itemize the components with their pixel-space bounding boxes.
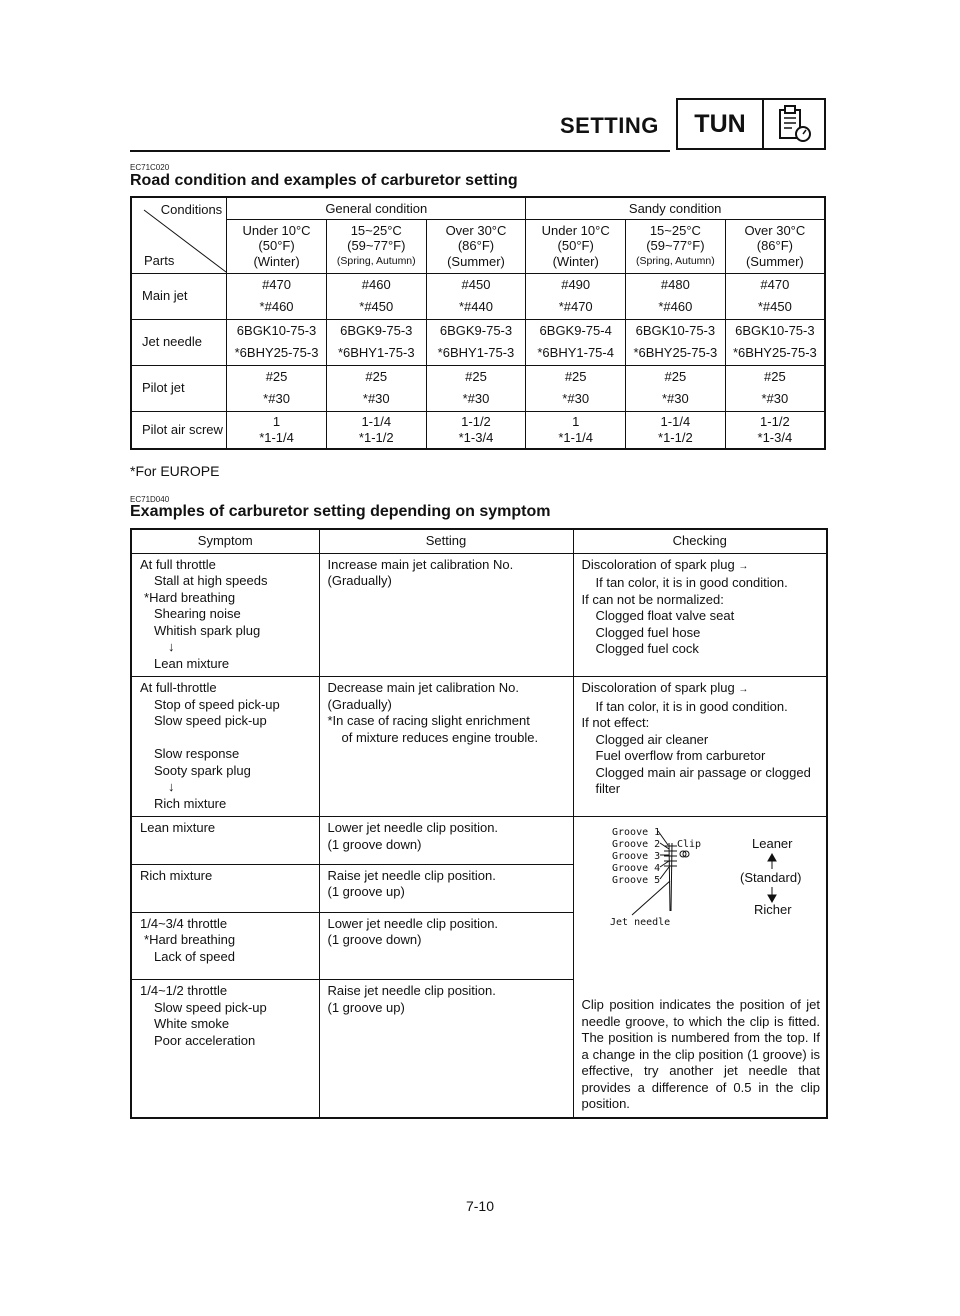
page-number: 7-10 bbox=[465, 1198, 495, 1214]
table-cell: 6BGK9-75-3 bbox=[426, 319, 526, 341]
table-cell: #25 bbox=[526, 365, 626, 387]
column-header: Under 10°C (50°F) (Winter) bbox=[526, 219, 626, 273]
table-cell: 1-1/4 *1-1/2 bbox=[326, 411, 426, 449]
richer-label: Richer bbox=[753, 902, 792, 917]
column-header: Under 10°C (50°F) (Winter) bbox=[227, 219, 327, 273]
table-row bbox=[131, 677, 827, 817]
column-header: 15~25°C (59~77°F) (Spring, Autumn) bbox=[626, 219, 726, 273]
page-section-title: SETTING bbox=[560, 113, 659, 138]
table-cell: #25 bbox=[227, 365, 327, 387]
table-cell: *#30 bbox=[227, 387, 327, 411]
table-cell: #25 bbox=[626, 365, 726, 387]
checking-cell: Discoloration of spark plug → If tan color, it is in good condition. If not effect: Clogged air cleaner Fuel overflow from carburetor Clogged main air passage or clogged filter bbox=[573, 677, 827, 817]
table-cell: 1 *1-1/4 bbox=[227, 411, 327, 449]
table-cell: #25 bbox=[426, 365, 526, 387]
table-cell: *6BHY1-75-4 bbox=[526, 341, 626, 365]
footnote-europe: *For EUROPE bbox=[130, 463, 220, 479]
row-label-pilot-jet: Pilot jet bbox=[131, 365, 227, 411]
checking-cell: Discoloration of spark plug → If tan color, it is in good condition. If can not be normalized: Clogged float valve seat Clogged fuel hose Clogged fuel cock bbox=[573, 553, 827, 677]
arrow-right-icon: → bbox=[738, 684, 749, 695]
clip-label: Clip bbox=[676, 839, 701, 850]
row-label-jet-needle: Jet needle bbox=[131, 319, 227, 365]
table-cell: *#30 bbox=[626, 387, 726, 411]
corner-parts-label: Parts bbox=[144, 253, 175, 268]
table-cell: #490 bbox=[526, 273, 626, 295]
leaner-label: Leaner bbox=[751, 836, 792, 851]
header-rule bbox=[130, 150, 670, 152]
groove-label: Groove 2 bbox=[611, 839, 660, 850]
table-cell: *6BHY25-75-3 bbox=[227, 341, 327, 365]
table-cell: *#450 bbox=[326, 295, 426, 319]
section-code: EC71C020 bbox=[130, 163, 170, 172]
groove-label: Groove 5 bbox=[611, 875, 660, 886]
table-cell: #470 bbox=[227, 273, 327, 295]
table-cell: #470 bbox=[725, 273, 825, 295]
clip-position-note: Clip position indicates the position of jet needle groove, to which the clip is fitted. The position is numbered from the top. If a change in the clip position (1 groove) is effective, try another jet needle that provides a difference of 0.5 in the clip position. bbox=[581, 997, 820, 1111]
header-checking: Checking bbox=[573, 529, 827, 553]
table-cell: 6BGK10-75-3 bbox=[626, 319, 726, 341]
setting-cell: Decrease main jet calibration No. (Gradually) *In case of racing slight enrichment of mixture reduces engine trouble. bbox=[319, 677, 573, 817]
carburetor-setting-table bbox=[130, 196, 826, 450]
table-cell: 1-1/4 *1-1/2 bbox=[626, 411, 726, 449]
chapter-code: TUN bbox=[678, 100, 764, 148]
table-cell: 1-1/2 *1-3/4 bbox=[426, 411, 526, 449]
table-cell: 6BGK9-75-4 bbox=[526, 319, 626, 341]
table-cell: *#450 bbox=[725, 295, 825, 319]
row-label-pilot-air-screw: Pilot air screw bbox=[131, 411, 227, 449]
column-header: Over 30°C (86°F) (Summer) bbox=[426, 219, 526, 273]
table-cell: #25 bbox=[725, 365, 825, 387]
header-setting: Setting bbox=[319, 529, 573, 553]
table-cell: *#460 bbox=[626, 295, 726, 319]
section-heading: Road condition and examples of carburetor setting bbox=[130, 172, 518, 189]
row-label-main-jet: Main jet bbox=[131, 273, 227, 319]
groove-label: Groove 4 bbox=[611, 863, 660, 874]
groove-label: Groove 3 bbox=[611, 851, 660, 862]
table-cell: *#30 bbox=[426, 387, 526, 411]
table-cell: 1 *1-1/4 bbox=[526, 411, 626, 449]
table-cell: 6BGK9-75-3 bbox=[326, 319, 426, 341]
symptom-cell: 1/4~1/2 throttle Slow speed pick-up White smoke Poor acceleration bbox=[131, 980, 319, 1118]
setting-cell: Lower jet needle clip position. (1 groove down) bbox=[319, 912, 573, 979]
table-cell: *#30 bbox=[326, 387, 426, 411]
group-sandy-header: Sandy condition bbox=[526, 197, 825, 219]
setting-cell: Raise jet needle clip position. (1 groove up) bbox=[319, 980, 573, 1118]
column-header: 15~25°C (59~77°F) (Spring, Autumn) bbox=[326, 219, 426, 273]
symptom-cell: At full throttle Stall at high speeds *Hard breathing Shearing noise Whitish spark plug ↓ Lean mixture bbox=[131, 553, 319, 677]
clipboard-stopwatch-icon bbox=[764, 100, 824, 148]
table-row bbox=[131, 553, 827, 677]
section-code: EC71D040 bbox=[130, 495, 170, 504]
section-heading: Examples of carburetor setting depending on symptom bbox=[130, 503, 551, 520]
standard-label: (Standard) bbox=[739, 870, 801, 885]
table-cell: 1-1/2 *1-3/4 bbox=[725, 411, 825, 449]
table-cell: 6BGK10-75-3 bbox=[725, 319, 825, 341]
symptom-cell: Lean mixture bbox=[131, 817, 319, 865]
groove-label: Groove 1 bbox=[611, 827, 660, 838]
corner-cell bbox=[131, 197, 227, 273]
table-row bbox=[131, 817, 827, 865]
table-cell: *6BHY25-75-3 bbox=[725, 341, 825, 365]
setting-cell: Lower jet needle clip position. (1 groove down) bbox=[319, 817, 573, 865]
group-general-header: General condition bbox=[227, 197, 526, 219]
header-badge bbox=[676, 98, 826, 150]
table-cell: #450 bbox=[426, 273, 526, 295]
table-cell: *#30 bbox=[526, 387, 626, 411]
checking-cell-clip bbox=[573, 817, 827, 1118]
symptom-cell: At full-throttle Stop of speed pick-up Slow speed pick-up Slow response Sooty spark plug ↓ Rich mixture bbox=[131, 677, 319, 817]
table-cell: *#460 bbox=[227, 295, 327, 319]
table-cell: *#30 bbox=[725, 387, 825, 411]
table-cell: #480 bbox=[626, 273, 726, 295]
table-cell: #460 bbox=[326, 273, 426, 295]
jet-needle-clip-diagram bbox=[582, 821, 822, 941]
table-cell: *6BHY1-75-3 bbox=[326, 341, 426, 365]
table-cell: *#470 bbox=[526, 295, 626, 319]
table-cell: *6BHY1-75-3 bbox=[426, 341, 526, 365]
table-cell: *6BHY25-75-3 bbox=[626, 341, 726, 365]
header-symptom: Symptom bbox=[131, 529, 319, 553]
table-cell: #25 bbox=[326, 365, 426, 387]
table-cell: 6BGK10-75-3 bbox=[227, 319, 327, 341]
column-header: Over 30°C (86°F) (Summer) bbox=[725, 219, 825, 273]
symptom-cell: Rich mixture bbox=[131, 864, 319, 912]
arrow-right-icon: → bbox=[738, 560, 749, 572]
setting-cell: Increase main jet calibration No. (Gradually) bbox=[319, 553, 573, 677]
table-cell: *#440 bbox=[426, 295, 526, 319]
setting-cell: Raise jet needle clip position. (1 groove up) bbox=[319, 864, 573, 912]
corner-conditions-label: Conditions bbox=[160, 202, 223, 217]
symptom-cell: 1/4~3/4 throttle *Hard breathing Lack of speed bbox=[131, 912, 319, 979]
symptom-setting-table bbox=[130, 528, 828, 1119]
jet-needle-label: Jet needle bbox=[609, 917, 670, 928]
